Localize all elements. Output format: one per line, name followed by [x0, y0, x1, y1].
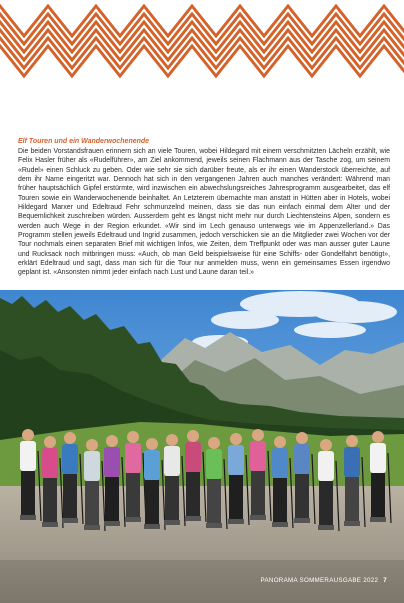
article-body: Die beiden Vorstandsfrauen erinnern sich an viele Touren, wobei Hildegard mit einem verschmitzten Lächeln erzählt, wie Felix Hasler früher als «Rudelführer», am Ziel ankommend, jeweils seinen Flachmann aus der Tasche zog, um seinem «Rudel» einen Schluck zu geben. Oder wie sehr sie sich darüber freute, als er ihr einen Wanderstock überreichte, auf dem ihr Name eingeritzt war. Dennoch hat sich in den vergangenen Jahren auch manches verändert: Während man früher hauptsächlich Gipfel erstürmte, wird inzwischen ein abwechslungsreiches Jahresprogramm ausgearbeitet, das elf Touren sowie ein Wanderwochenende beinhaltet. An Letzterem übernachte man anstatt in Hütten aber in Hotels, wobei Hildegard Marxer und Edeltraud Fehr schmunzelnd meinen, dass sie das nun einfach einmal dem Alter und der Bequemlichkeit zuschreiben würden. Ausserdem geht es längst nicht mehr nur durch Liechtensteins Alpen, sondern es werden auch Wege in der Region erkundet. «Wir sind im Lech genauso unterwegs wie im Appenzellerland.» Das Programm stellen jeweils Edeltraud und Ingrid zusammen, jedoch verschicken sie an die Mitglieder zwei Wochen vor der Tour nochmals einen separaten Brief mit wichtigen Infos, wie Zeiten, dem Treffpunkt oder was man ausser guter Laune und Rucksack noch mitbringen muss: «Auch, ob man Geld beispielsweise für eine Schiffs- oder Gondelfahrt benötigt», erklärt Edeltraud und sagt, dass man sich für die Tour nur anmelden muss, wenn ein gemeinsames Essen irgendwo geplant ist. «Ansonsten nimmt jeder einfach nach Lust und Laune daran teil.» — [18, 147, 390, 277]
header-chevron-pattern — [0, 0, 404, 84]
publication-name: PANORAMA SOMMERAUSGABE 2022 — [260, 577, 379, 584]
page-footer — [261, 577, 387, 584]
article-heading: Elf Touren und ein Wanderwochenende — [18, 138, 150, 145]
page-number: 7 — [383, 577, 387, 584]
article — [18, 137, 390, 278]
group-photo — [0, 290, 404, 603]
